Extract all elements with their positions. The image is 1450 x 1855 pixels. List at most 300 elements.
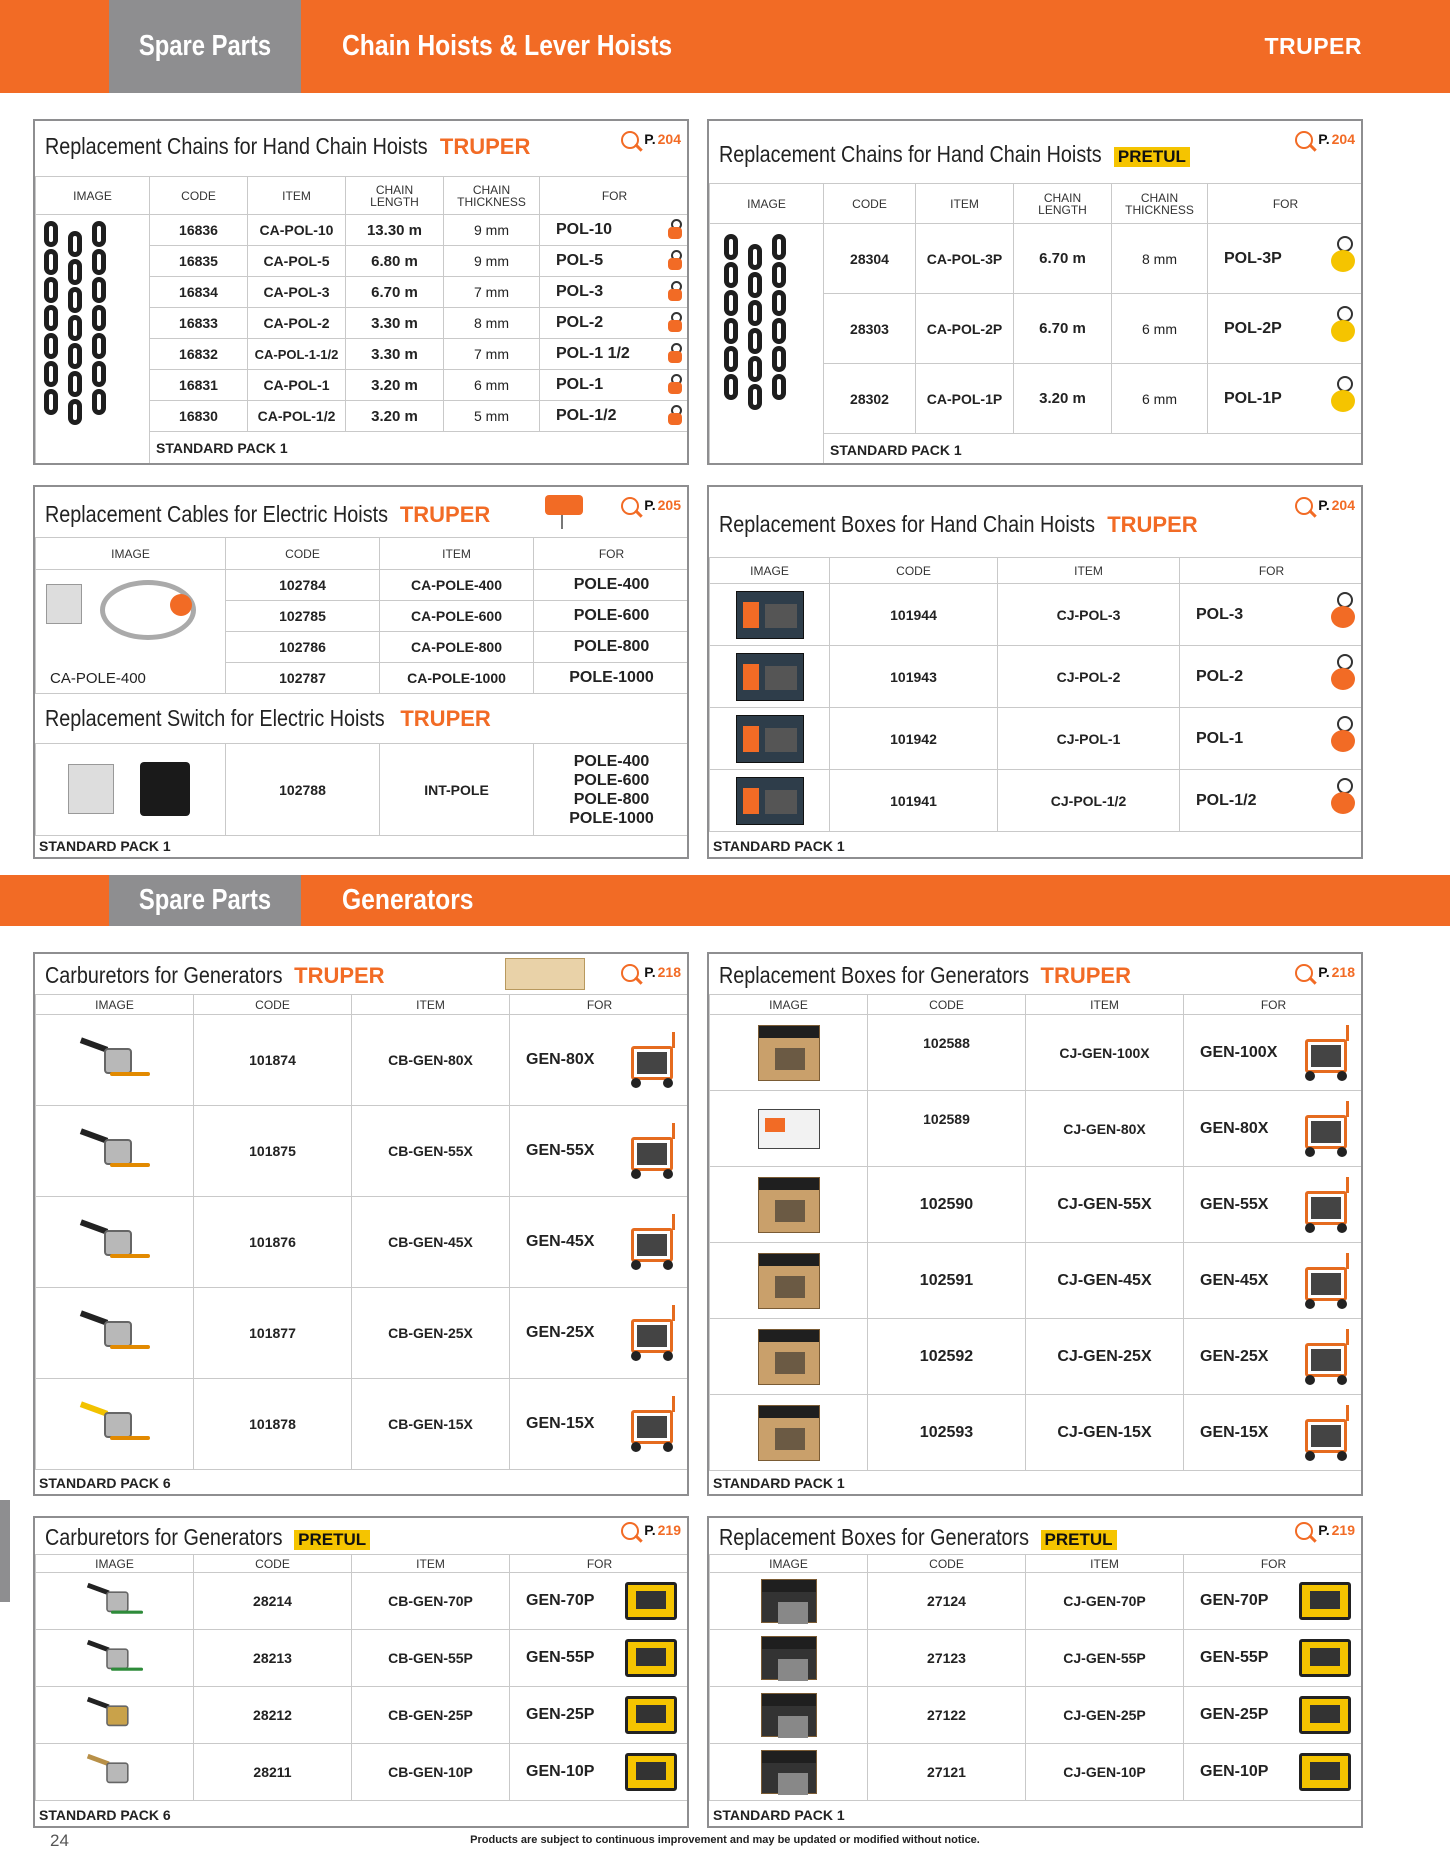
cell-item: CA-POL-2 — [248, 308, 346, 339]
panel-title-text: Carburetors for Generators — [45, 1524, 283, 1550]
hoist-icon — [1329, 716, 1357, 762]
for-label: GEN-25P — [526, 1706, 595, 1723]
cell-for — [510, 1288, 690, 1379]
page-ref-label: P. — [1318, 497, 1330, 513]
cell-for — [1184, 1630, 1364, 1687]
box-icon — [758, 1253, 820, 1309]
page-ref — [1295, 497, 1355, 519]
cell-for — [1180, 708, 1364, 770]
cell-for — [1184, 1243, 1364, 1319]
carburetor-icon — [80, 1038, 150, 1082]
cell-code: 102589 — [868, 1091, 1026, 1167]
standard-pack: STANDARD PACK 6 — [39, 1807, 171, 1823]
panel-pretul-carburetors — [33, 1516, 689, 1828]
carburetor-image — [36, 1197, 194, 1288]
cell-length: 3.30 m — [346, 308, 444, 339]
col-header: FOR — [1180, 558, 1364, 584]
for-label: POL-1P — [1224, 389, 1282, 407]
cell-length: 3.30 m — [346, 339, 444, 370]
col-header: FOR — [534, 538, 690, 570]
col-header: ITEM — [352, 995, 510, 1015]
hoist-icon — [1329, 778, 1357, 824]
panel-title-text: Carburetors for Generators — [45, 962, 283, 988]
box-icon — [761, 1579, 817, 1623]
panel-title-text: Replacement Chains for Hand Chain Hoists — [45, 133, 428, 159]
cell-code: 16834 — [150, 277, 248, 308]
cell-code: 101875 — [194, 1106, 352, 1197]
col-header: FOR — [1208, 184, 1364, 224]
for-label: GEN-55X — [1200, 1195, 1269, 1213]
cell-item: CB-GEN-25X — [352, 1288, 510, 1379]
boxes-table — [709, 557, 1363, 832]
cell-code: 102591 — [868, 1243, 1026, 1319]
pretul-brand: PRETUL — [1041, 1530, 1117, 1550]
for-label: GEN-55X — [526, 1142, 595, 1159]
section-title: Generators — [342, 884, 474, 916]
hoist-icon — [1329, 236, 1357, 282]
col-header: CHAIN THICKNESS — [444, 177, 540, 215]
pretul-brand: PRETUL — [294, 1530, 370, 1550]
cell-item: CJ-GEN-100X — [1026, 1015, 1184, 1091]
for-label: GEN-45X — [1200, 1271, 1269, 1289]
cell-for — [1184, 1395, 1364, 1471]
cell-code: 27124 — [868, 1573, 1026, 1630]
cell-for — [510, 1687, 690, 1744]
cell-thickness: 6 mm — [1112, 294, 1208, 364]
cell-item: CA-POL-10 — [248, 215, 346, 246]
for-label: POL-1 — [556, 376, 604, 393]
panel-title — [45, 501, 490, 528]
truper-brand: TRUPER — [1107, 512, 1198, 537]
col-header: IMAGE — [36, 177, 150, 215]
cell-for — [510, 1015, 690, 1106]
cell-item: CB-GEN-80X — [352, 1015, 510, 1106]
hoist-icon — [1329, 376, 1357, 422]
for-label: POLE-600 — [573, 771, 650, 789]
panel-title — [45, 962, 385, 989]
col-header: CODE — [150, 177, 248, 215]
col-header: FOR — [1184, 995, 1364, 1015]
image-caption: CA-POLE-400 — [50, 670, 146, 687]
cell-item: CA-POL-5 — [248, 246, 346, 277]
truper-brand: TRUPER — [1040, 963, 1131, 988]
page-number: 24 — [50, 1831, 69, 1850]
page-ref-label: P. — [644, 131, 656, 147]
hoist-icon — [667, 343, 683, 365]
generator-icon — [1303, 1025, 1349, 1081]
for-label: GEN-100X — [1200, 1043, 1278, 1061]
cell-item: CB-GEN-55P — [352, 1630, 510, 1687]
col-header: CODE — [868, 995, 1026, 1015]
cell-for — [1184, 1015, 1364, 1091]
cell-code: 101942 — [830, 708, 998, 770]
hoist-icon — [667, 281, 683, 303]
panel-title — [719, 1524, 1117, 1551]
truper-brand: TRUPER — [399, 502, 491, 527]
cell-code: 102593 — [868, 1395, 1026, 1471]
cell-item: CJ-POL-3 — [998, 584, 1180, 646]
box-icon — [736, 715, 804, 763]
box-image — [710, 1167, 868, 1243]
carburetor-icon — [87, 1697, 143, 1732]
box-icon — [758, 1405, 820, 1461]
box-icon — [761, 1693, 817, 1737]
carburetor-image — [36, 1630, 194, 1687]
col-header: CODE — [194, 1555, 352, 1573]
page-ref — [1295, 964, 1355, 986]
generator-icon — [629, 1123, 675, 1179]
truper-brand: TRUPER — [439, 134, 531, 159]
cell-length: 3.20 m — [1014, 364, 1112, 434]
carburetors-table — [35, 994, 689, 1470]
magnifier-icon — [621, 131, 643, 153]
panel-truper-carburetors — [33, 952, 689, 1496]
standard-pack: STANDARD PACK 1 — [713, 838, 845, 854]
for-label: POL-1 1/2 — [556, 345, 630, 362]
standard-pack: STANDARD PACK 1 — [713, 1807, 845, 1823]
cell-thickness: 9 mm — [444, 246, 540, 277]
standard-pack: STANDARD PACK 6 — [39, 1475, 171, 1491]
for-label: POLE-800 — [573, 790, 650, 808]
cell-for — [1180, 584, 1364, 646]
generator-icon — [1299, 1639, 1351, 1677]
cell-item: CA-POL-2P — [916, 294, 1014, 364]
cell-item: CJ-POL-1/2 — [998, 770, 1180, 832]
box-image — [710, 584, 830, 646]
for-label: GEN-70P — [1200, 1592, 1269, 1609]
cell-code: 101878 — [194, 1379, 352, 1470]
col-header: ITEM — [380, 538, 534, 570]
carburetor-image — [36, 1288, 194, 1379]
for-label: POL-1/2 — [1196, 791, 1257, 809]
generator-icon — [1299, 1753, 1351, 1791]
product-box-icon — [505, 958, 585, 990]
panel-title-text: Replacement Boxes for Generators — [719, 1524, 1030, 1550]
standard-pack: STANDARD PACK 1 — [830, 441, 962, 458]
page-ref — [621, 497, 681, 519]
page-ref — [621, 131, 681, 153]
col-header: ITEM — [916, 184, 1014, 224]
col-header: CODE — [830, 558, 998, 584]
cell-code: 102788 — [226, 744, 380, 836]
cell-item: CA-POL-1/2 — [248, 401, 346, 432]
switch-bag-icon — [68, 764, 114, 814]
cell-for — [1180, 770, 1364, 832]
panel-title — [719, 962, 1131, 989]
cell-code: 102787 — [226, 663, 380, 694]
generator-icon — [625, 1582, 677, 1620]
pretul-brand: PRETUL — [1114, 147, 1190, 167]
standard-pack: STANDARD PACK 1 — [39, 838, 171, 854]
for-label: POL-3 — [556, 283, 604, 300]
panel-title-text: Replacement Boxes for Generators — [719, 962, 1030, 988]
page-ref — [1295, 131, 1355, 153]
cell-for — [540, 339, 690, 370]
col-header: ITEM — [352, 1555, 510, 1573]
cell-for — [510, 1744, 690, 1801]
carburetor-icon — [80, 1220, 150, 1264]
cell-for — [540, 308, 690, 339]
generator-icon — [1303, 1101, 1349, 1157]
col-header: CHAIN THICKNESS — [1112, 184, 1208, 224]
carburetor-icon — [80, 1311, 150, 1355]
magnifier-icon — [1295, 497, 1317, 519]
chain-icon — [724, 234, 786, 410]
cell-code: 28303 — [824, 294, 916, 364]
hook-icon — [170, 594, 192, 616]
cell-item: CA-POL-3P — [916, 224, 1014, 294]
col-header: CODE — [868, 1555, 1026, 1573]
cell-length: 13.30 m — [346, 215, 444, 246]
generator-icon — [1299, 1582, 1351, 1620]
page-ref — [621, 964, 681, 986]
cell-code: 102784 — [226, 570, 380, 601]
col-header: IMAGE — [36, 1555, 194, 1573]
generator-icon — [1299, 1696, 1351, 1734]
section-title: Chain Hoists & Lever Hoists — [342, 30, 673, 62]
col-header: ITEM — [248, 177, 346, 215]
panel-title — [45, 133, 530, 160]
cell-code: 16830 — [150, 401, 248, 432]
generator-icon — [629, 1305, 675, 1361]
carburetor-image — [36, 1379, 194, 1470]
cell-thickness: 8 mm — [1112, 224, 1208, 294]
cell-code: 28212 — [194, 1687, 352, 1744]
cell-code: 16831 — [150, 370, 248, 401]
cell-for — [1184, 1744, 1364, 1801]
generator-icon — [629, 1032, 675, 1088]
cell-for — [510, 1573, 690, 1630]
for-label: GEN-25X — [1200, 1347, 1269, 1365]
cell-item: CJ-GEN-25X — [1026, 1319, 1184, 1395]
page-ref-number: 218 — [1331, 964, 1355, 980]
box-image — [710, 646, 830, 708]
magnifier-icon — [621, 1522, 643, 1544]
cell-item: CJ-GEN-15X — [1026, 1395, 1184, 1471]
for-label: GEN-45X — [526, 1233, 595, 1250]
cell-code: 102588 — [868, 1015, 1026, 1091]
page-ref-number: 205 — [657, 497, 681, 513]
cell-code: 101877 — [194, 1288, 352, 1379]
cell-item: INT-POLE — [380, 744, 534, 836]
panel-title — [45, 1524, 370, 1551]
carburetor-icon — [80, 1129, 150, 1173]
cell-code: 102592 — [868, 1319, 1026, 1395]
cell-length: 6.70 m — [1014, 294, 1112, 364]
section-tag: Spare Parts — [109, 875, 301, 926]
cell-for: POLE-600 — [534, 601, 690, 632]
cell-for — [540, 246, 690, 277]
cell-item: CB-GEN-10P — [352, 1744, 510, 1801]
cell-item: CB-GEN-45X — [352, 1197, 510, 1288]
box-image — [710, 1319, 868, 1395]
panel-truper-generator-boxes — [707, 952, 1363, 1496]
box-image — [710, 1091, 868, 1167]
panel-title-text: Replacement Boxes for Hand Chain Hoists — [719, 511, 1096, 537]
box-icon — [736, 591, 804, 639]
cell-for — [1180, 646, 1364, 708]
generator-icon — [1303, 1253, 1349, 1309]
box-icon — [758, 1025, 820, 1081]
cell-code: 16835 — [150, 246, 248, 277]
hoist-icon — [1329, 592, 1357, 638]
for-label: GEN-80X — [1200, 1119, 1269, 1137]
cell-length: 3.20 m — [346, 401, 444, 432]
for-label: GEN-10P — [1200, 1763, 1269, 1780]
switch-icon — [140, 762, 190, 816]
header-band — [0, 0, 1450, 93]
panel-title-text: Replacement Cables for Electric Hoists — [45, 501, 388, 527]
for-label: GEN-25P — [1200, 1706, 1269, 1723]
cell-item: CA-POLE-600 — [380, 601, 534, 632]
magnifier-icon — [621, 964, 643, 986]
for-label: POL-2 — [556, 314, 604, 331]
generator-boxes-table — [709, 1554, 1363, 1801]
cell-code: 102590 — [868, 1167, 1026, 1243]
electric-hoist-icon — [541, 489, 587, 529]
for-label: POL-2 — [1196, 667, 1244, 685]
col-header: IMAGE — [710, 995, 868, 1015]
col-header: CHAIN LENGTH — [1014, 184, 1112, 224]
page-ref-label: P. — [1318, 131, 1330, 147]
for-label: POLE-400 — [573, 752, 650, 770]
cell-item: CJ-GEN-45X — [1026, 1243, 1184, 1319]
cell-item: CJ-GEN-70P — [1026, 1573, 1184, 1630]
panel-truper-chains — [33, 119, 689, 465]
col-header: IMAGE — [710, 184, 824, 224]
box-image — [710, 1687, 868, 1744]
cell-for — [1208, 224, 1364, 294]
cell-for — [1184, 1687, 1364, 1744]
box-image — [710, 1630, 868, 1687]
page-ref-number: 218 — [657, 964, 681, 980]
col-header: ITEM — [1026, 1555, 1184, 1573]
generator-icon — [629, 1214, 675, 1270]
cell-for — [540, 370, 690, 401]
cell-item: CB-GEN-55X — [352, 1106, 510, 1197]
cell-for: POLE-800 — [534, 632, 690, 663]
cell-item: CJ-GEN-25P — [1026, 1687, 1184, 1744]
carburetor-icon — [87, 1583, 143, 1618]
carburetor-image — [36, 1573, 194, 1630]
cell-for — [540, 401, 690, 432]
hoist-icon — [1329, 654, 1357, 700]
carburetor-icon — [80, 1402, 150, 1446]
cell-for: POLE-400 — [534, 570, 690, 601]
cell-length: 3.20 m — [346, 370, 444, 401]
carburetor-icon — [87, 1640, 143, 1675]
hoist-icon — [667, 374, 683, 396]
side-tab — [0, 1500, 10, 1602]
cell-item: CA-POL-1P — [916, 364, 1014, 434]
col-header: CODE — [824, 184, 916, 224]
hoist-icon — [667, 219, 683, 241]
cell-length: 6.70 m — [346, 277, 444, 308]
hoist-icon — [667, 312, 683, 334]
cell-item: CA-POL-1-1/2 — [248, 339, 346, 370]
cell-code: 16836 — [150, 215, 248, 246]
panel-title — [719, 511, 1198, 538]
cell-for — [510, 1106, 690, 1197]
page-ref-number: 204 — [657, 131, 681, 147]
cell-item: CA-POLE-1000 — [380, 663, 534, 694]
box-image — [710, 1243, 868, 1319]
cell-for — [510, 1630, 690, 1687]
cell-thickness: 6 mm — [444, 370, 540, 401]
cell-thickness: 7 mm — [444, 277, 540, 308]
col-header: IMAGE — [710, 1555, 868, 1573]
for-label: POL-1/2 — [556, 407, 617, 424]
box-icon — [758, 1109, 820, 1149]
carburetor-image — [36, 1015, 194, 1106]
box-icon — [736, 777, 804, 825]
cables-table — [35, 537, 689, 836]
col-header: FOR — [510, 1555, 690, 1573]
generator-icon — [1303, 1329, 1349, 1385]
standard-pack: STANDARD PACK 1 — [713, 1475, 845, 1491]
carburetor-image — [36, 1687, 194, 1744]
page-ref-number: 204 — [1331, 497, 1355, 513]
panel-hoist-boxes — [707, 485, 1363, 859]
cell-for: POLE-1000 — [534, 663, 690, 694]
switch-image — [36, 744, 226, 836]
cell-for — [510, 1379, 690, 1470]
for-label: GEN-55P — [526, 1649, 595, 1666]
for-label: POLE-1000 — [569, 809, 654, 827]
panel-electric-cables — [33, 485, 689, 859]
page-ref-number: 219 — [657, 1522, 681, 1538]
switch-title: Replacement Switch for Electric Hoists — [44, 705, 385, 731]
cell-item: CA-POL-3 — [248, 277, 346, 308]
generator-icon — [625, 1753, 677, 1791]
cell-length: 6.70 m — [1014, 224, 1112, 294]
generator-icon — [625, 1696, 677, 1734]
standard-pack: STANDARD PACK 1 — [156, 439, 288, 456]
col-header: CODE — [226, 538, 380, 570]
cell-item: CB-GEN-25P — [352, 1687, 510, 1744]
col-header: ITEM — [998, 558, 1180, 584]
cell-for — [1184, 1091, 1364, 1167]
cell-for — [1208, 294, 1364, 364]
cell-code: 101943 — [830, 646, 998, 708]
panel-title-text: Replacement Chains for Hand Chain Hoists — [719, 141, 1102, 167]
for-label: GEN-10P — [526, 1763, 595, 1780]
page-ref-label: P. — [1318, 1522, 1330, 1538]
chain-image — [36, 215, 150, 464]
panel-pretul-chains — [707, 119, 1363, 465]
cell-code: 28302 — [824, 364, 916, 434]
cell-item: CA-POL-1 — [248, 370, 346, 401]
box-image — [710, 1015, 868, 1091]
header-band — [0, 875, 1450, 926]
page-ref-label: P. — [1318, 964, 1330, 980]
for-label: POL-1 — [1196, 729, 1244, 747]
box-image — [710, 1395, 868, 1471]
col-header: FOR — [510, 995, 690, 1015]
cell-for — [1184, 1319, 1364, 1395]
cell-for — [1184, 1573, 1364, 1630]
magnifier-icon — [1295, 131, 1317, 153]
hoist-icon — [667, 250, 683, 272]
col-header: CHAIN LENGTH — [346, 177, 444, 215]
panel-title — [719, 141, 1190, 168]
cell-for — [1184, 1167, 1364, 1243]
page-ref — [621, 1522, 681, 1544]
cell-for — [534, 744, 690, 836]
cell-code: 28213 — [194, 1630, 352, 1687]
magnifier-icon — [621, 497, 643, 519]
bag-icon — [46, 584, 82, 624]
